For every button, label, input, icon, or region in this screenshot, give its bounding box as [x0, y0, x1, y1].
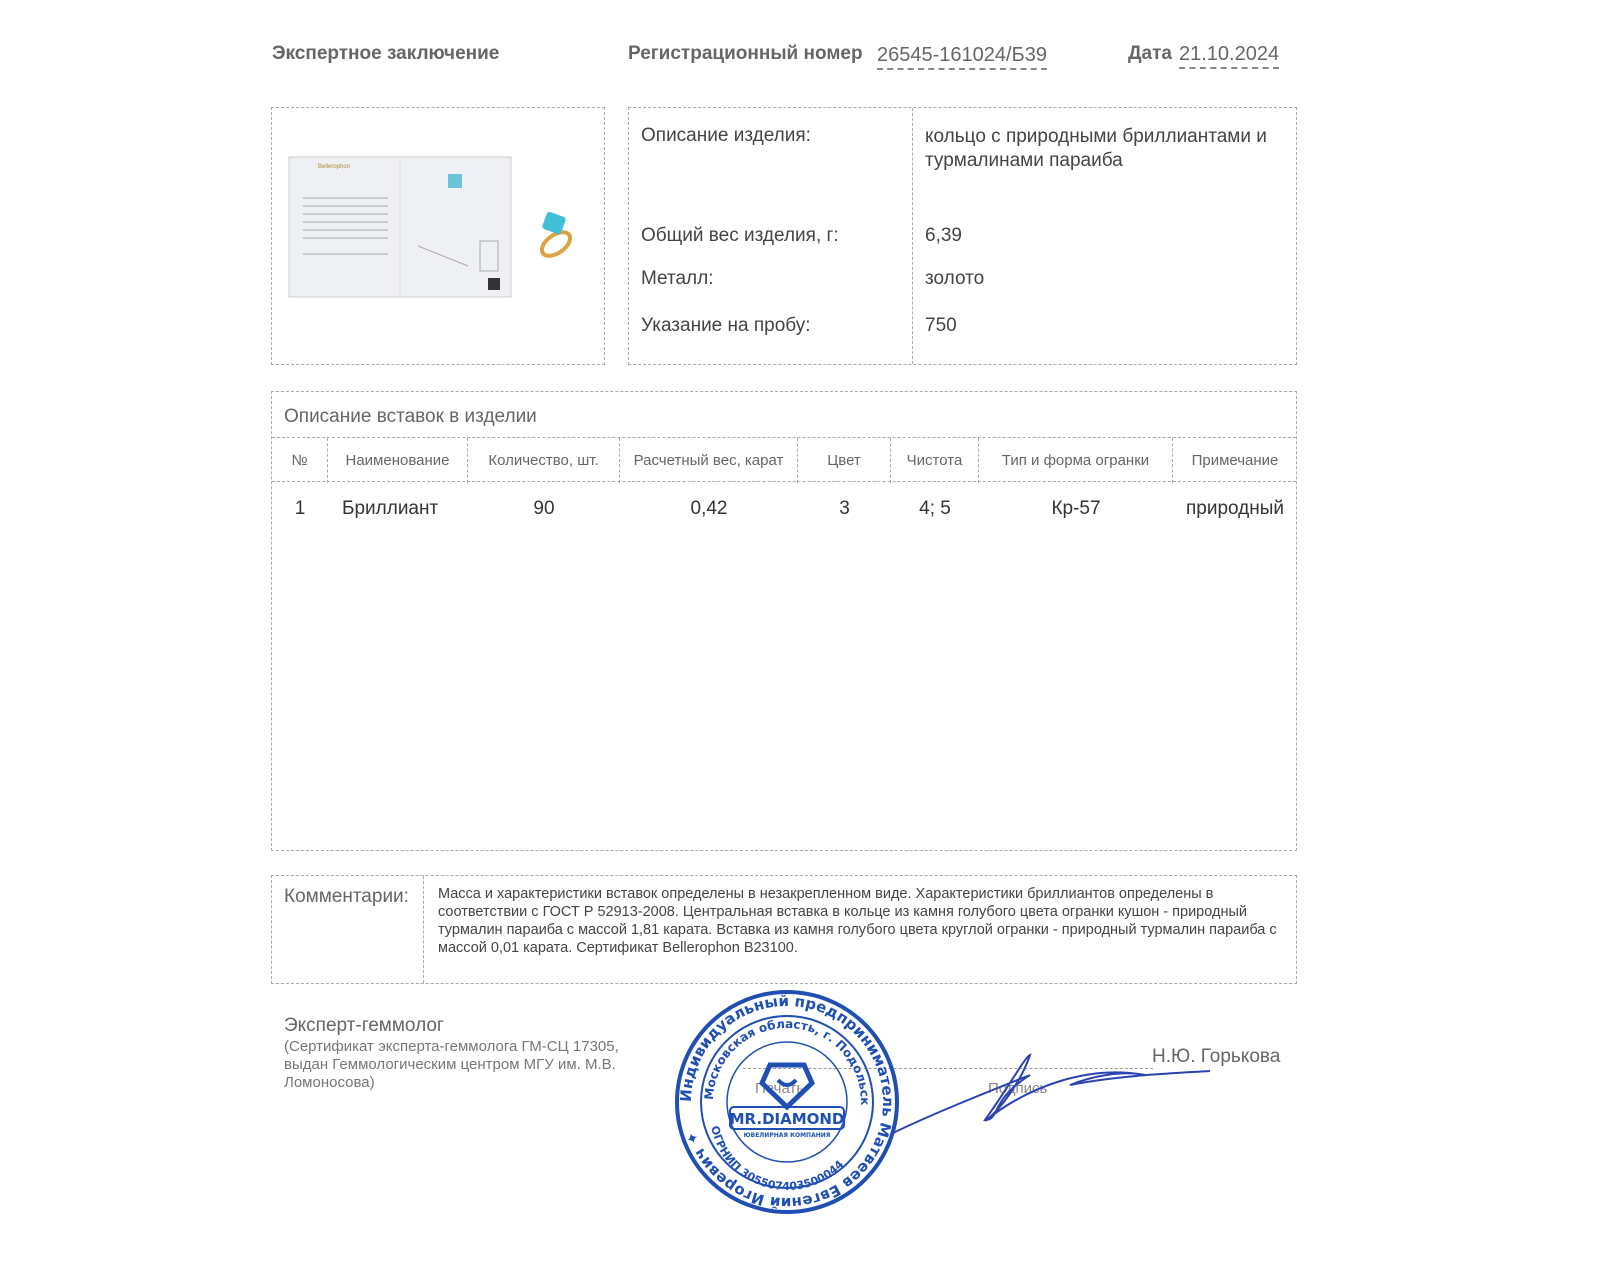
expert-name: Н.Ю. Горькова	[1152, 1046, 1281, 1067]
inserts-box	[271, 391, 1297, 851]
svg-text:Московская область, г. Подольс: Московская область, г. Подольск	[701, 1016, 873, 1106]
reg-number: 26545-161024/Б39	[877, 44, 1047, 70]
svg-text:Bellerophon: Bellerophon	[318, 164, 351, 170]
cell-weight: 0,42	[690, 498, 728, 519]
description-label: Описание изделия:	[641, 125, 811, 146]
probe-label: Указание на пробу:	[641, 315, 811, 336]
certificate-and-ring-image	[288, 156, 588, 301]
weight-label: Общий вес изделия, г:	[641, 225, 839, 246]
cell-color: 3	[839, 498, 850, 519]
date-value: 21.10.2024	[1179, 43, 1279, 69]
comments-box	[271, 875, 1297, 984]
column-header: Наименование	[328, 438, 468, 483]
metal-value: золото	[925, 268, 985, 289]
svg-text:Индивидуальный предприниматель: Индивидуальный предприниматель Матвеев Евгений Игоревич ✦	[676, 991, 898, 1213]
signature-image	[890, 1045, 1220, 1140]
company-stamp	[670, 985, 905, 1220]
table-header	[272, 437, 1296, 482]
table-row	[272, 498, 1296, 524]
cell-quantity: 90	[533, 498, 555, 519]
reg-label: Регистрационный номер	[628, 43, 863, 64]
cell-name: Бриллиант	[342, 498, 439, 519]
expert-title: Эксперт-геммолог	[284, 1015, 444, 1036]
column-header: Чистота	[891, 438, 979, 483]
comments-label: Комментарии:	[284, 886, 409, 907]
photo-box	[271, 107, 605, 365]
column-header: Количество, шт.	[468, 438, 620, 483]
column-header: Цвет	[798, 438, 891, 483]
comments-text: Масса и характеристики вставок определены в незакрепленном виде. Характеристики бриллиантов определены в соответствии с ГОСТ Р 52913-2008. Центральная вставка в кольце из камня голубого цвета огранки кушон - природный турмалин параиба с массой 1,81 карата. Вставка из камня голубого цвета круглой огранки - природный турмалин параиба с массой 0,01 карата. Сертификат Bellerophon B23100.	[438, 886, 1277, 956]
date-label: Дата	[1128, 43, 1172, 64]
inserts-title: Описание вставок в изделии	[284, 406, 537, 427]
column-header: Расчетный вес, карат	[620, 438, 798, 483]
description-value: кольцо с природными бриллиантами и турмалинами параиба	[925, 126, 1267, 171]
item-description-box	[628, 107, 1297, 365]
signature-label: Подпись	[988, 1080, 1048, 1097]
svg-text:ОГРНИП 305507403500044: ОГРНИП 305507403500044	[708, 1124, 847, 1194]
probe-value: 750	[925, 315, 957, 336]
stamp-label: Печать	[755, 1080, 805, 1097]
metal-label: Металл:	[641, 268, 714, 289]
document-title: Экспертное заключение	[272, 43, 500, 64]
weight-value: 6,39	[925, 225, 962, 246]
cell-cut: Кр-57	[1051, 498, 1101, 519]
svg-text:ЮВЕЛИРНАЯ КОМПАНИЯ: ЮВЕЛИРНАЯ КОМПАНИЯ	[743, 1132, 831, 1139]
column-header: №	[272, 438, 328, 483]
svg-text:MR.DIAMOND: MR.DIAMOND	[729, 1110, 845, 1128]
column-header: Примечание	[1191, 452, 1279, 469]
cell-note: природный	[1185, 498, 1285, 519]
cell-number: 1	[294, 498, 306, 519]
cell-clarity: 4; 5	[919, 498, 951, 519]
column-header: Тип и форма огранки	[979, 438, 1173, 483]
expert-details: (Сертификат эксперта-геммолога ГМ-СЦ 17305, выдан Геммологическим центром МГУ им. М.В. Ломоносова)	[284, 1038, 619, 1091]
